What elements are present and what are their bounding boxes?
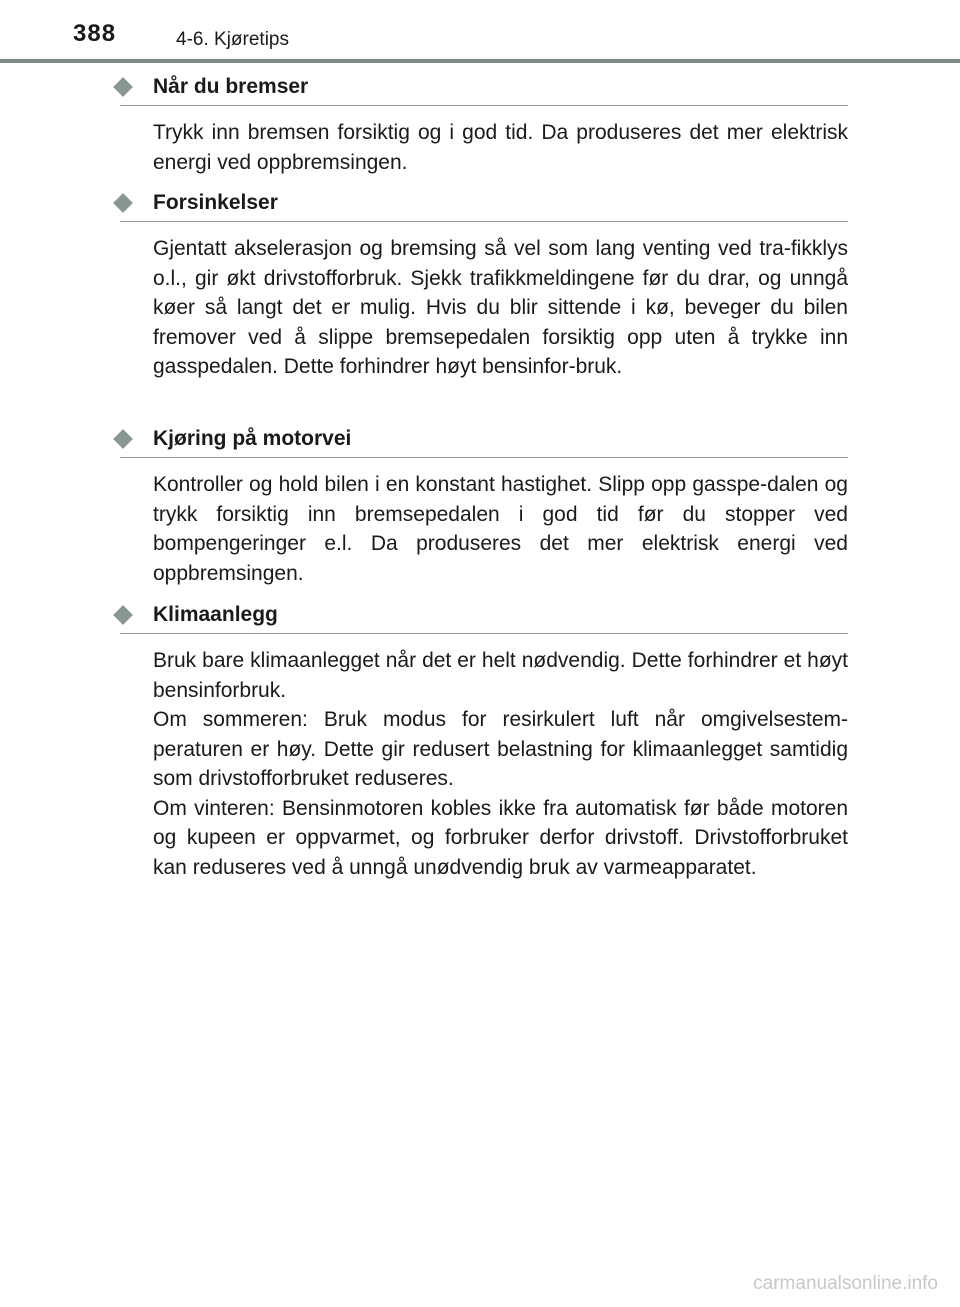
paragraph: Trykk inn bremsen forsiktig og i god tid. Da produseres det mer elektrisk energi ved oppbremsingen.: [153, 121, 848, 174]
section-heading: [110, 602, 848, 640]
diamond-bullet-icon: [113, 605, 133, 625]
section-braking: [110, 74, 848, 177]
section-air-conditioning: [110, 602, 848, 882]
paragraph: Om sommeren: Bruk modus for resirkulert luft når omgivelsestem-peraturen er høy. Dette gir redusert belastning for klimaanlegget samtidig som drivstofforbruket reduseres.: [153, 708, 848, 790]
section-heading: [110, 74, 848, 112]
paragraph: Om vinteren: Bensinmotoren kobles ikke fra automatisk før både motoren og kupeen er oppvarmet, og forbruker derfor drivstoff. Drivstofforbruket kan reduseres ved å unngå unødvendig bruk av varmeapparatet.: [153, 796, 848, 879]
watermark: carmanualsonline.info: [753, 1273, 938, 1294]
section-highway: [110, 426, 848, 588]
section-delays: [110, 190, 848, 382]
section-rule: [120, 221, 848, 222]
diamond-bullet-icon: [113, 77, 133, 97]
section-heading: [110, 426, 848, 464]
page-number: 388: [73, 20, 117, 47]
section-title: Forsinkelser: [153, 191, 278, 214]
section-rule: [120, 457, 848, 458]
section-title: Klimaanlegg: [153, 603, 278, 626]
paragraph: Bruk bare klimaanlegget når det er helt nødvendig. Dette forhindrer et høyt bensinforbruk.: [153, 649, 848, 702]
section-rule: [120, 105, 848, 106]
section-rule: [120, 633, 848, 634]
diamond-bullet-icon: [113, 429, 133, 449]
paragraph: Kontroller og hold bilen i en konstant hastighet. Slipp opp gasspe-dalen og trykk forsiktig inn bremsepedalen i god tid før du stopper ved bompengeringer e.l. Da produseres det mer elektrisk energi ved oppbremsingen.: [153, 473, 848, 585]
section-title: Kjøring på motorvei: [153, 427, 352, 450]
section-title: Når du bremser: [153, 75, 309, 98]
header-divider: [0, 59, 960, 63]
chapter-title: 4-6. Kjøretips: [176, 29, 289, 50]
diamond-bullet-icon: [113, 193, 133, 213]
section-heading: [110, 190, 848, 228]
paragraph: Gjentatt akselerasjon og bremsing så vel som lang venting ved tra-fikklys o.l., gir økt drivstofforbruk. Sjekk trafikkmeldingene før du drar, og unngå køer så langt det er mulig. Hvis du blir sittende i kø, beveger du bilen fremover ved å slippe bremsepedalen forsiktig opp uten å trykke inn gasspedalen. Dette forhindrer høyt bensinfor-bruk.: [153, 237, 848, 378]
